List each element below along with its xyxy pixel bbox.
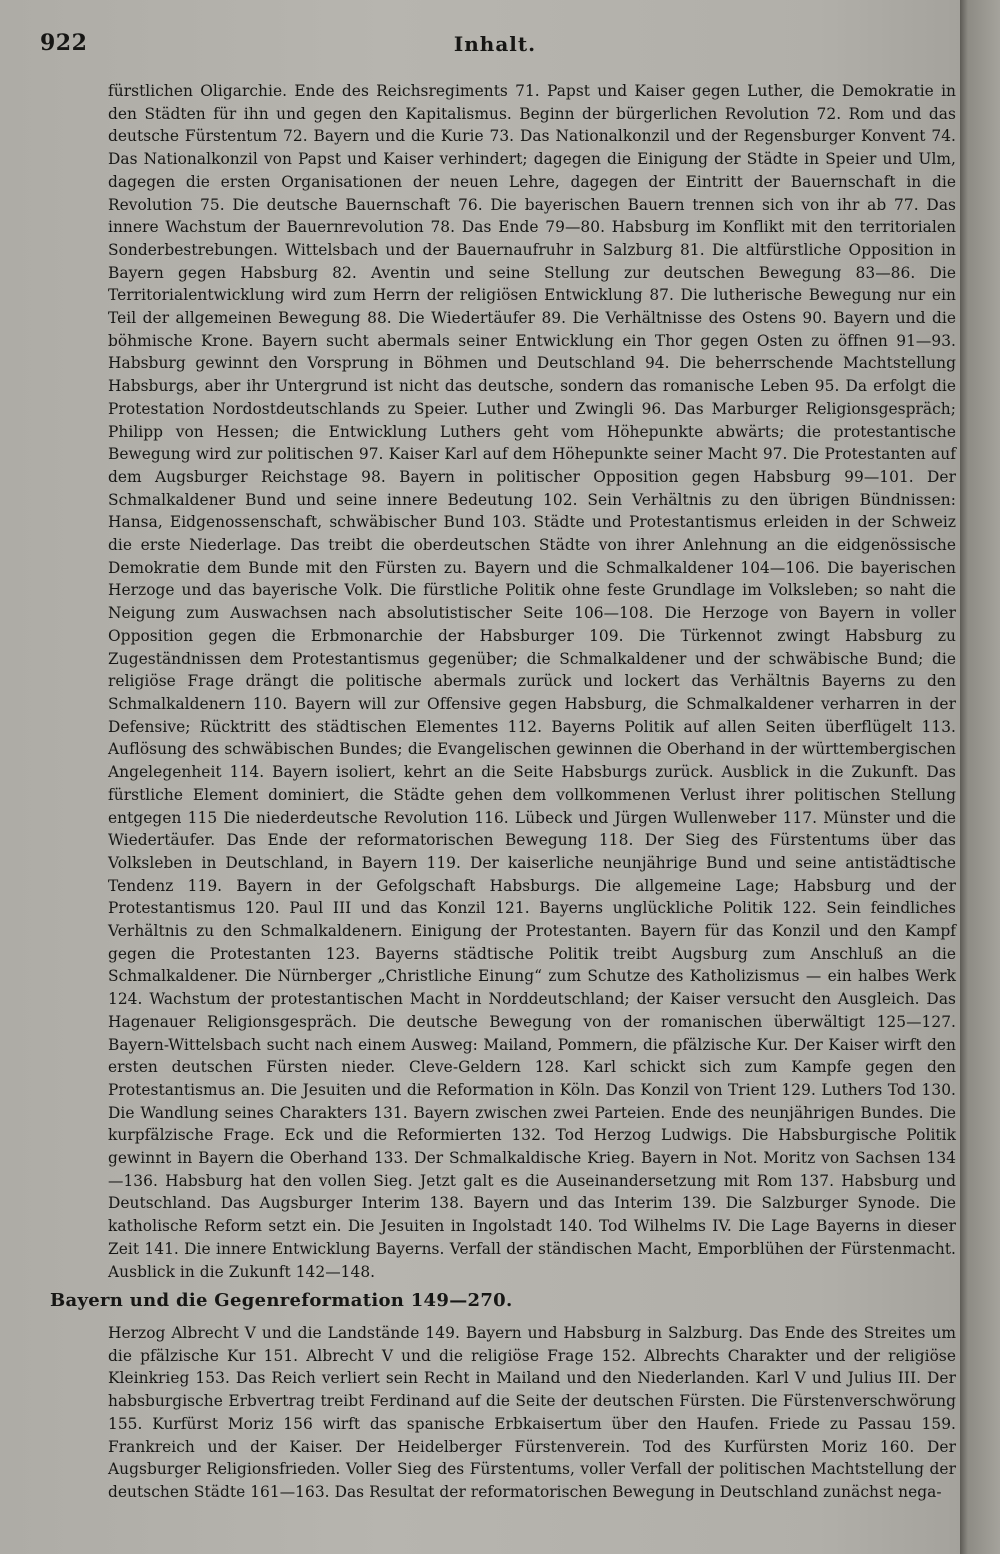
contents-paragraph-2: Herzog Albrecht V und die Landstände 149. Bayern und Habsburg in Salzburg. Das Ende des Streites um die pfälzische Kur 151. Albrecht V und die religiöse Frage 152. Albrechts Charakter und der religiöse Kleinkrieg 153. Das Reich verliert sein Recht in Mailand und den Niederlanden. Karl V und Julius III. Der habsburgische Erbvertrag treibt Ferdinand auf die Seite der deutschen Fürsten. Die Fürstenverschwörung 155. Kurfürst Moriz 156 wirft das spanische Erbkaisertum über den Haufen. Friede zu Passau 159. Frankreich und der Kaiser. Der Heidelberger Fürstenverein. Tod des Kurfürsten Moriz 160. Der Augsburger Religionsfrieden. Voller Sieg des Fürstentums, voller Verfall der politischen Machtstellung der deutschen Städte 161—163. Das Resultat der reformatorischen Bewegung in Deutschland zunächst nega- [108, 1324, 956, 1501]
contents-paragraph-1: fürstlichen Oligarchie. Ende des Reichsregiments 71. Papst und Kaiser gegen Luther, die Demokratie in den Städten für ihn und gegen den Kapitalismus. Beginn der bürgerlichen Revolution 72. Rom und das deutsche Fürstentum 72. Bayern und die Kurie 73. Das Nationalkonzil und der Regensburger Konvent 74. Das Nationalkonzil von Papst und Kaiser verhindert; dagegen die Einigung der Städte in Speier und Ulm, dagegen die ersten Organisationen der neuen Lehre, dagegen der Eintritt der Bauernschaft in die Revolution 75. Die deutsche Bauernschaft 76. Die bayerischen Bauern trennen sich von ihr ab 77. Das innere Wachstum der Bauernrevolution 78. Das Ende 79—80. Habsburg im Konflikt mit den territorialen Sonderbestrebungen. Wittelsbach und der Bauernaufruhr in Salzburg 81. Die altfürstliche Opposition in Bayern gegen Habsburg 82. Aventin und seine Stellung zur deutschen Bewegung 83—86. Die Territorialentwicklung wird zum Herrn der religiösen Entwicklung 87. Die lutherische Bewegung nur ein Teil der allgemeinen Bewegung 88. Die Wiedertäufer 89. Die Verhältnisse des Ostens 90. Bayern und die böhmische Krone. Bayern sucht abermals seiner Entwicklung ein Thor gegen Osten zu öffnen 91—93. Habsburg gewinnt den Vorsprung in Böhmen und Deutschland 94. Die beherrschende Machtstellung Habsburgs, aber ihr Untergrund ist nicht das deutsche, sondern das romanische Leben 95. Da erfolgt die Protestation Nordostdeutschlands zu Speier. Luther und Zwingli 96. Das Marburger Religionsgespräch; Philipp von Hessen; die Entwicklung Luthers geht vom Höhepunkte abwärts; die protestantische Bewegung wird zur politischen 97. Kaiser Karl auf dem Höhepunkte seiner Macht 97. Die Protestanten auf dem Augsburger Reichstage 98. Bayern in politischer Opposition gegen Habsburg 99—101. Der Schmalkaldener Bund und seine innere Bedeutung 102. Sein Verhältnis zu den übrigen Bündnissen: Hansa, Eidgenossenschaft, schwäbischer Bund 103. Städte und Protestantismus erleiden in der Schweiz die erste Niederlage. Das treibt die oberdeutschen Städte von ihrer Anlehnung an die eidgenössische Demokratie dem Bunde mit den Fürsten zu. Bayern und die Schmalkaldener 104—106. Die bayerischen Herzoge und das bayerische Volk. Die fürstliche Politik ohne feste Grundlage im Volksleben; so naht die Neigung zum Auswachsen nach absolutistischer Seite 106—108. Die Herzoge von Bayern in voller Opposition gegen die Erbmonarchie der Habsburger 109. Die Türkennot zwingt Habsburg zu Zugeständnissen dem Protestantismus gegenüber; die Schmalkaldener und der schwäbische Bund; die religiöse Frage drängt die politische abermals zurück und lockert das Verhältnis Bayerns zu den Schmalkaldenern 110. Bayern will zur Offensive gegen Habsburg, die Schmalkaldener verharren in der Defensive; Rücktritt des städtischen Elementes 112. Bayerns Politik auf allen Seiten überflügelt 113. Auflösung des schwäbischen Bundes; die Evangelischen gewinnen die Oberhand in der württembergischen Angelegenheit 114. Bayern isoliert, kehrt an die Seite Habsburgs zurück. Ausblick in die Zukunft. Das fürstliche Element dominiert, die Städte gehen dem vollkommenen Verlust ihrer politischen Stellung entgegen 115 Die niederdeutsche Revolution 116. Lübeck und Jürgen Wullenweber 117. Münster und die Wiedertäufer. Das Ende der reformatorischen Bewegung 118. Der Sieg des Fürstentums über das Volksleben in Deutschland, in Bayern 119. Der kaiserliche neunjährige Bund und seine antistädtische Tendenz 119. Bayern in der Gefolgschaft Habsburgs. Die allgemeine Lage; Habsburg und der Protestantismus 120. Paul III und das Konzil 121. Bayerns unglückliche Politik 122. Sein feindliches Verhältnis zu den Schmalkaldenern. Einigung der Protestanten. Bayern für das Konzil und den Kampf gegen die Protestanten 123. Bayerns städtische Politik treibt Augsburg zum Anschluß an die Schmalkaldener. Die Nürnberger „Christliche Einung“ zum Schutze des Katholizismus — ein halbes Werk 124. Wachstum der protestantischen Macht in Norddeutschland; der Kaiser versucht den Ausgleich. Das Hagenauer Religionsgespräch. Die deutsche Bewegung von der romanischen überwältigt 125—127. Bayern-Wittelsbach sucht nach einem Ausweg: Mailand, Pommern, die pfälzische Kur. Der Kaiser wirft den ersten deutschen Fürsten nieder. Cleve-Geldern 128. Karl schickt sich zum Kampfe gegen den Protestantismus an. Die Jesuiten und die Reformation in Köln. Das Konzil von Trient 129. Luthers Tod 130. Die Wandlung seines Charakters 131. Bayern zwischen zwei Parteien. Ende des neunjährigen Bundes. Die kurpfälzische Frage. Eck und die Reformierten 132. Tod Herzog Ludwigs. Die Habsburgische Politik gewinnt in Bayern die Oberhand 133. Der Schmalkaldische Krieg. Bayern in Not. Moritz von Sachsen 134—136. Habsburg hat den vollen Sieg. Jetzt galt es die Auseinandersetzung mit Rom 137. Habsburg und Deutschland. Das Augsburger Interim 138. Bayern und das Interim 139. Die Salzburger Synode. Die katholische Reform setzt ein. Die Jesuiten in Ingolstadt 140. Tod Wilhelms IV. Die Lage Bayerns in dieser Zeit 141. Die innere Entwicklung Bayerns. Verfall der ständischen Macht, Emporblühen der Fürstenmacht. Ausblick in die Zukunft 142—148. [108, 82, 956, 1281]
page-number: 922 [40, 30, 88, 56]
page-edge-shadow [960, 0, 1000, 1554]
page-header [40, 30, 950, 64]
section-heading: Bayern und die Gegenreformation 149—270. [50, 1290, 513, 1311]
running-title: Inhalt. [453, 32, 537, 56]
